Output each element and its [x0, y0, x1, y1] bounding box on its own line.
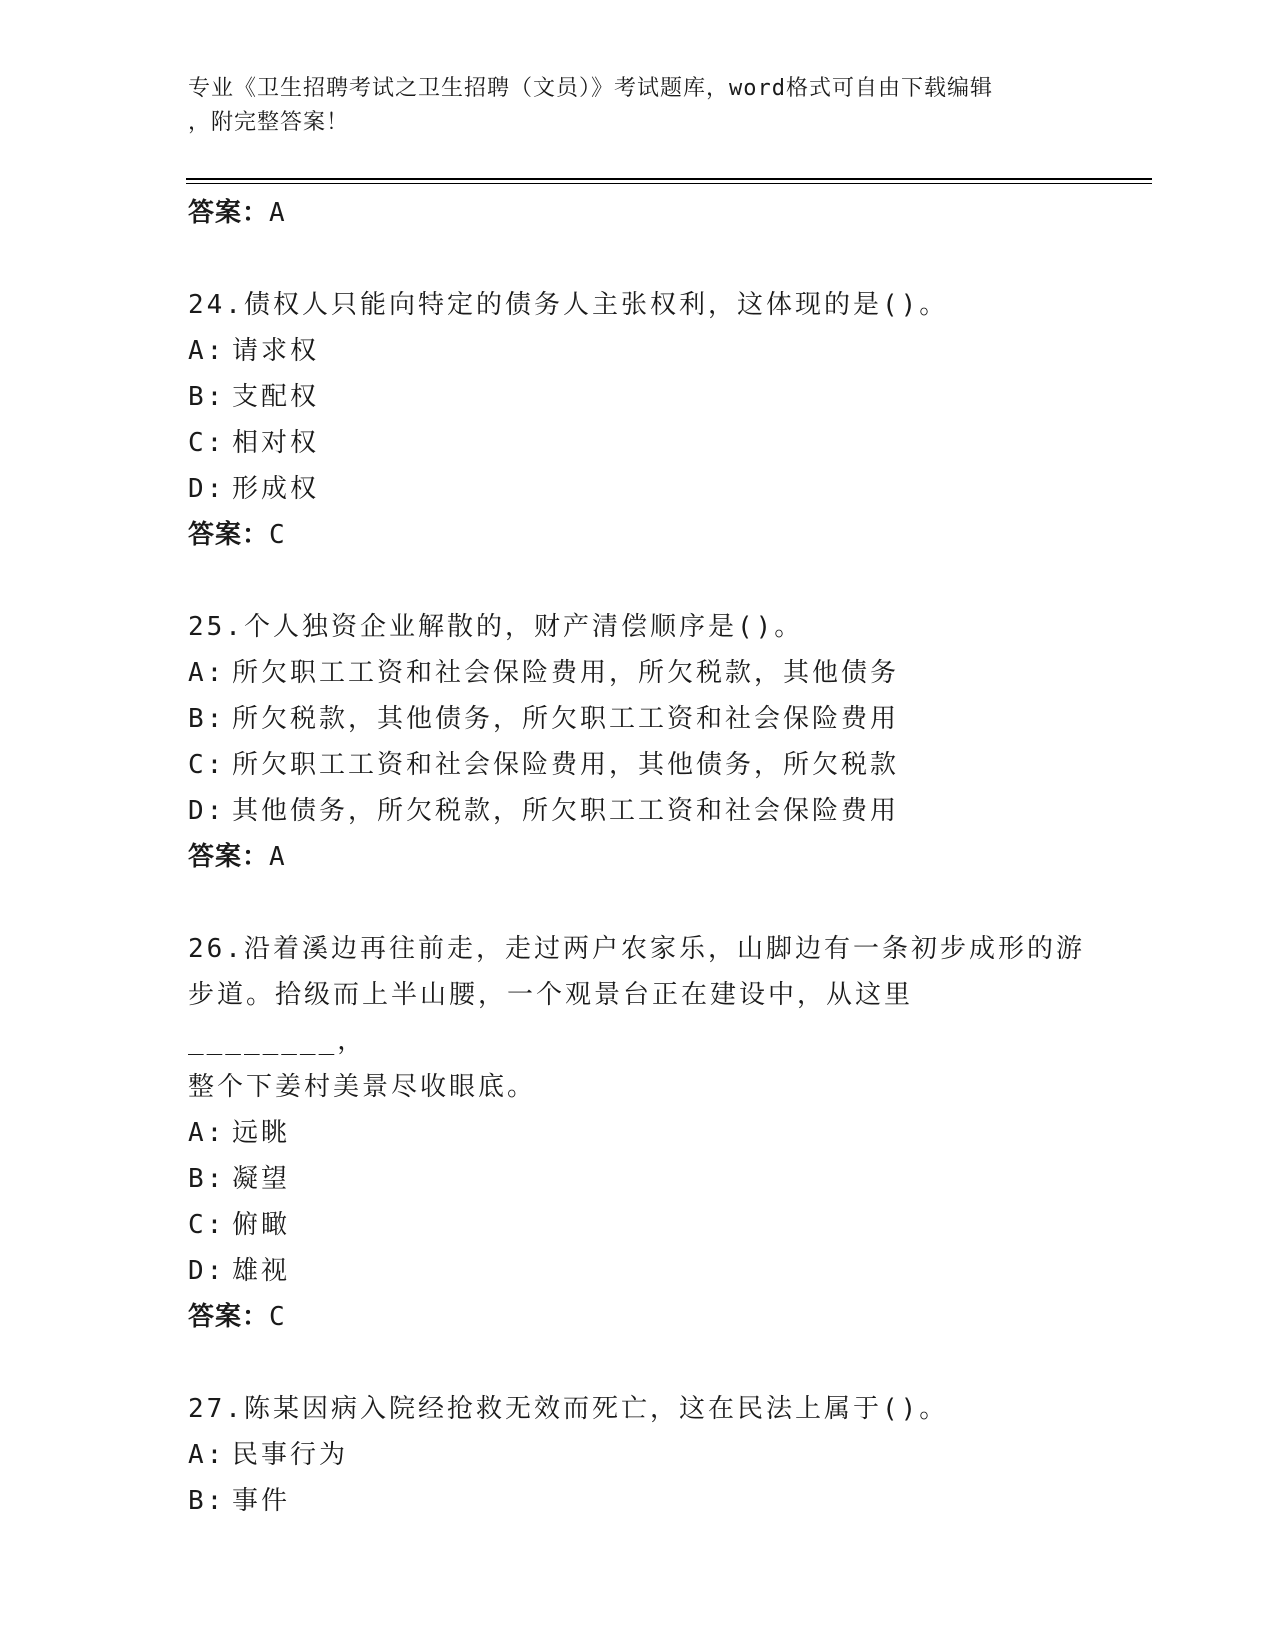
option-label: B:: [188, 1164, 226, 1194]
option-text: 所欠税款，其他债务，所欠职工工资和社会保险费用: [232, 704, 900, 734]
question-stem-line-1: 26.沿着溪边再往前走，走过两户农家乐，山脚边有一条初步成形的游: [188, 934, 1085, 964]
option-label: A:: [188, 336, 226, 366]
question-spacer: [188, 236, 1088, 282]
option-label: B:: [188, 1486, 226, 1516]
option-text: 其他债务，所欠税款，所欠职工工资和社会保险费用: [232, 796, 900, 826]
option-a: [188, 650, 1088, 696]
option-text: 远眺: [232, 1118, 291, 1148]
option-text: 相对权: [232, 428, 320, 458]
option-label: B:: [188, 382, 226, 412]
question-spacer: [188, 880, 1088, 926]
option-b: [188, 1156, 1088, 1202]
header-divider-thin: [186, 183, 1152, 184]
option-label: A:: [188, 1440, 226, 1470]
option-text: 支配权: [232, 382, 320, 412]
option-text: 凝望: [232, 1164, 291, 1194]
answer-label: 答案：: [188, 1302, 270, 1332]
option-label: C:: [188, 428, 226, 458]
option-c: [188, 1202, 1088, 1248]
answer-line: [188, 1294, 1088, 1340]
question-stem: 25.个人独资企业解散的，财产清偿顺序是()。: [188, 612, 804, 642]
answer-value: A: [269, 842, 286, 872]
option-text: 所欠职工工资和社会保险费用，其他债务，所欠税款: [232, 750, 900, 780]
option-text: 俯瞰: [232, 1210, 291, 1240]
question-stem: 24.债权人只能向特定的债务人主张权利，这体现的是()。: [188, 290, 949, 320]
question-spacer: [188, 558, 1088, 604]
answer-value: C: [269, 520, 286, 550]
option-label: D:: [188, 1256, 226, 1286]
option-text: 事件: [232, 1486, 291, 1516]
option-d: [188, 466, 1088, 512]
question-24: [188, 282, 1088, 558]
option-d: [188, 788, 1088, 834]
option-a: [188, 1432, 1088, 1478]
answer-label: 答案：: [188, 520, 270, 550]
option-d: [188, 1248, 1088, 1294]
header-divider-thick: [186, 178, 1152, 180]
question-list: [188, 190, 1088, 1524]
option-b: [188, 696, 1088, 742]
option-a: [188, 328, 1088, 374]
answer-line: [188, 834, 1088, 880]
question-25: [188, 604, 1088, 880]
option-text: 民事行为: [232, 1440, 349, 1470]
header-line-2: ，附完整答案！: [188, 110, 350, 135]
question-stem-line-2: 步道。拾级而上半山腰，一个观景台正在建设中，从这里________，: [188, 980, 914, 1056]
option-a: [188, 1110, 1088, 1156]
option-label: B:: [188, 704, 226, 734]
answer-label: 答案：: [188, 198, 270, 228]
option-label: C:: [188, 1210, 226, 1240]
option-label: D:: [188, 474, 226, 504]
question-spacer: [188, 1340, 1088, 1386]
option-text: 雄视: [232, 1256, 291, 1286]
option-label: A:: [188, 658, 226, 688]
option-text: 所欠职工工资和社会保险费用，所欠税款，其他债务: [232, 658, 900, 688]
option-b: [188, 374, 1088, 420]
answer-label: 答案：: [188, 842, 270, 872]
question-26: [188, 926, 1088, 1340]
option-text: 请求权: [232, 336, 320, 366]
option-text: 形成权: [232, 474, 320, 504]
option-label: A:: [188, 1118, 226, 1148]
question-27: [188, 1386, 1088, 1524]
option-c: [188, 742, 1088, 788]
option-b: [188, 1478, 1088, 1524]
option-c: [188, 420, 1088, 466]
question-stem-line-3: 整个下姜村美景尽收眼底。: [188, 1072, 537, 1102]
document-header: [188, 72, 1088, 140]
answer-value: C: [269, 1302, 286, 1332]
option-label: C:: [188, 750, 226, 780]
option-label: D:: [188, 796, 226, 826]
header-line-1: 专业《卫生招聘考试之卫生招聘（文员）》考试题库，word格式可自由下载编辑: [188, 76, 993, 101]
question-stem: 27.陈某因病入院经抢救无效而死亡，这在民法上属于()。: [188, 1394, 949, 1424]
answer-line-previous: [188, 190, 1088, 236]
answer-value: A: [269, 198, 286, 228]
answer-line: [188, 512, 1088, 558]
